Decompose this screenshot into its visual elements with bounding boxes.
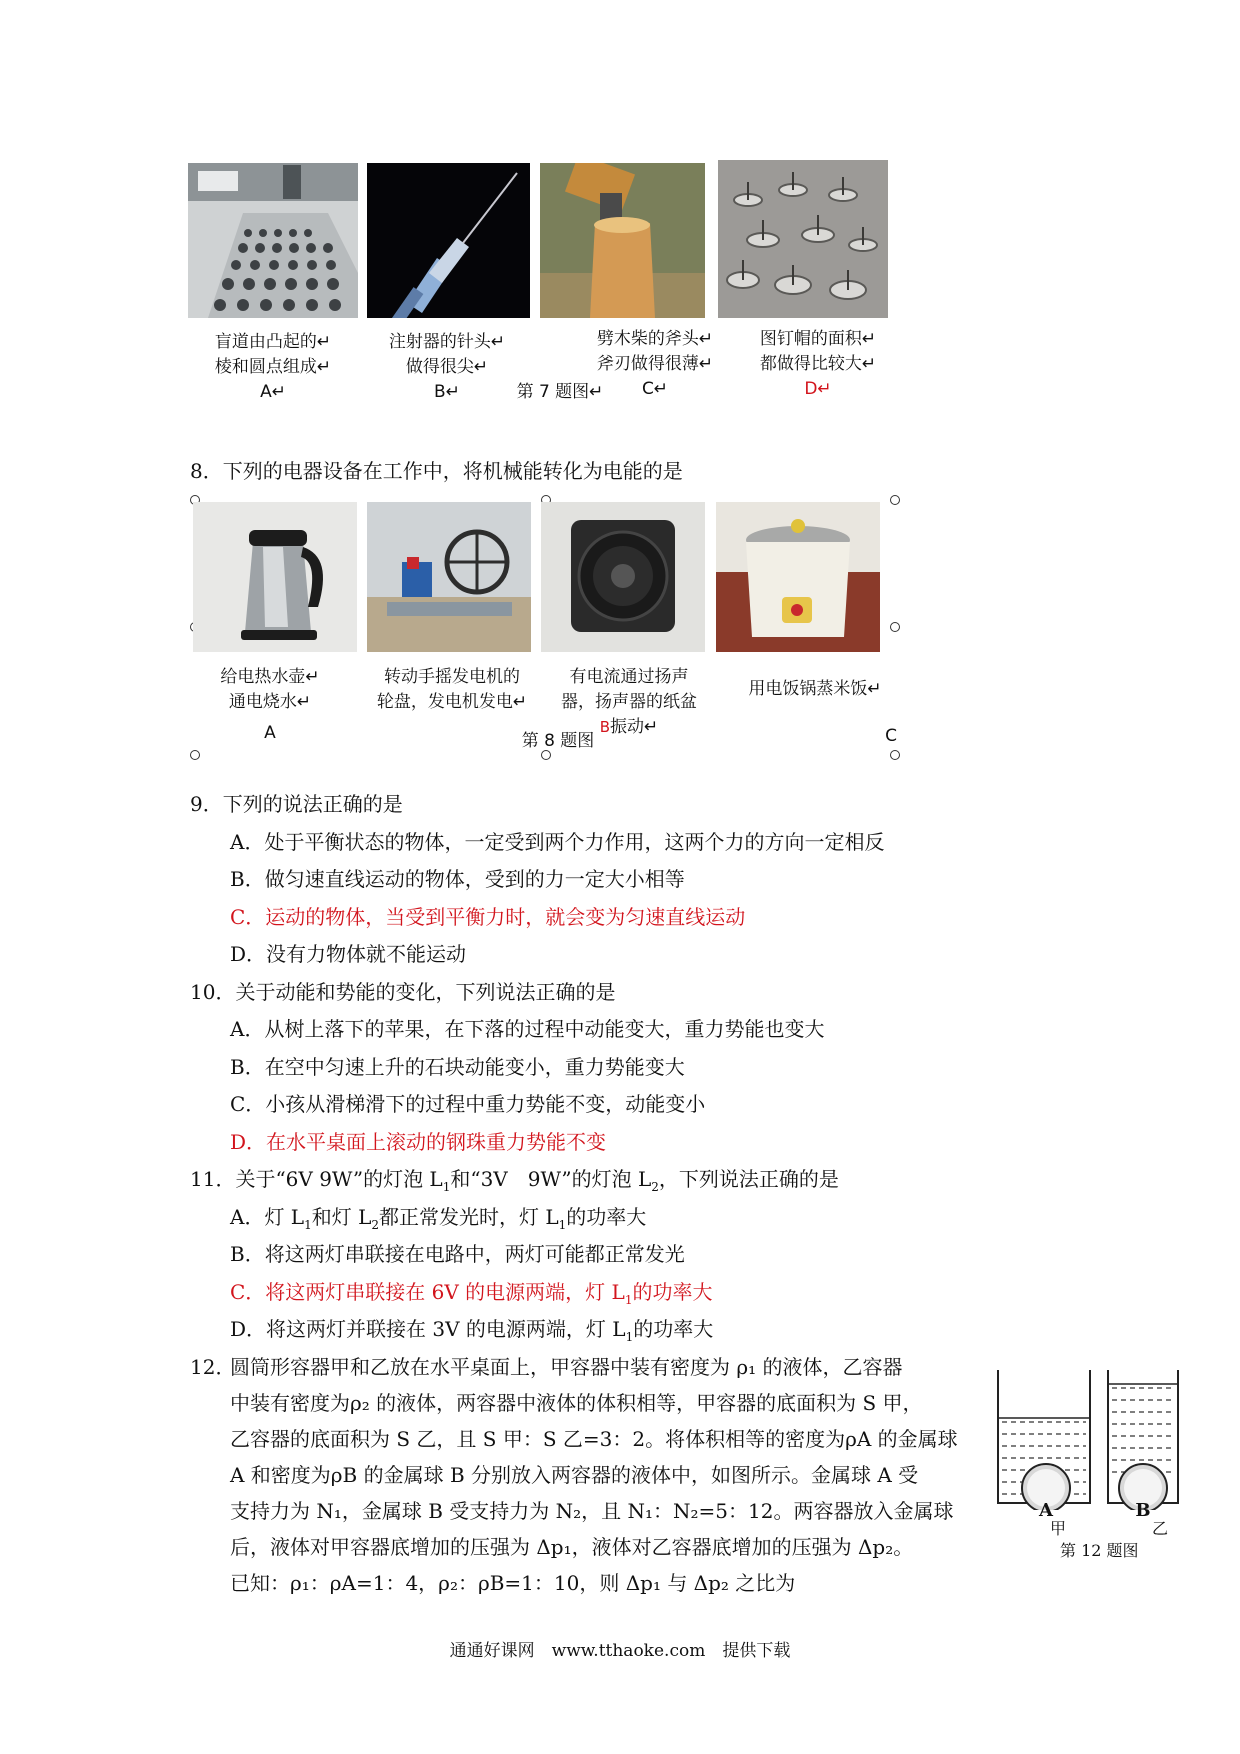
q7-caption-c: 劈木柴的斧头↵ 斧刃做得很薄↵ C↵	[596, 329, 714, 399]
q7-photo-c-axe	[540, 163, 705, 318]
q7-caption-b: 注射器的针头↵ 做得很尖↵ B↵	[388, 332, 506, 402]
q9-option-b: B．做匀速直线运动的物体，受到的力一定大小相等	[230, 867, 685, 891]
q8-photo-hand-generator	[367, 502, 531, 652]
resize-handle[interactable]	[890, 622, 900, 632]
q7-photo-b-syringe	[367, 163, 530, 318]
q11-option-a: A．灯 $L_1$和灯 $L_2$都正常发光时，灯 $L_1$的功率大	[230, 1205, 647, 1232]
q10-option-d-answer: D．在水平桌面上滚动的钢珠重力势能不变	[230, 1130, 607, 1154]
page-footer: 通通好课网 www.tthaoke.com 提供下载	[449, 1641, 791, 1661]
q9-option-a: A．处于平衡状态的物体，一定受到两个力作用，这两个力的方向一定相反	[230, 830, 885, 854]
q7-photo-d-thumbtacks	[718, 160, 888, 318]
q7-photo-a-tactile-paving	[188, 163, 358, 318]
q11-option-b: B．将这两灯串联接在电路中，两灯可能都正常发光	[230, 1242, 685, 1266]
q10-stem: 10．关于动能和势能的变化，下列说法正确的是	[190, 980, 616, 1004]
q8-caption-generator: 转动手摇发电机的 轮盘，发电机发电↵	[376, 667, 528, 712]
q12-figure	[990, 1360, 1200, 1580]
q8-caption-rice-cooker: 用电饭锅蒸米饭↵	[748, 679, 882, 699]
q11-option-c-answer: C．将这两灯串联接在 6V 的电源两端，灯 $L_1$的功率大	[230, 1280, 713, 1307]
q8-caption-a: 给电热水壶↵ 通电烧水↵ A	[220, 667, 320, 743]
q10-option-a: A．从树上落下的苹果，在下落的过程中动能变大，重力势能也变大	[230, 1017, 825, 1041]
q8-photo-speaker	[541, 502, 705, 652]
q8-figure-label: 第 8 题图	[521, 731, 595, 751]
q7-caption-a: 盲道由凸起的↵ 棱和圆点组成↵ A↵	[214, 332, 332, 402]
q9-stem: 9．下列的说法正确的是	[190, 792, 403, 816]
q12-containers-diagram	[990, 1360, 1200, 1510]
q12-ball-b-label: B	[1135, 1500, 1151, 1521]
q12-ball-a-label: A	[1039, 1500, 1053, 1521]
q10-option-b: B．在空中匀速上升的石块动能变小，重力势能变大	[230, 1055, 685, 1079]
q8-letter-c: C	[885, 726, 897, 746]
q11-option-d: D．将这两灯并联接在 3V 的电源两端，灯 $L_1$的功率大	[230, 1317, 714, 1344]
q12-label-yi: 乙	[1152, 1519, 1169, 1538]
resize-handle[interactable]	[190, 750, 200, 760]
resize-handle[interactable]	[890, 495, 900, 505]
q9-option-c-answer: C．运动的物体，当受到平衡力时，就会变为匀速直线运动	[230, 905, 746, 929]
resize-handle[interactable]	[890, 750, 900, 760]
q8-photo-kettle	[193, 502, 357, 652]
q8-photo-rice-cooker	[716, 502, 880, 652]
q9-option-d: D．没有力物体就不能运动	[230, 942, 467, 966]
q12-number: 12．	[190, 1355, 236, 1379]
q12-figure-caption: 第 12 题图	[1060, 1541, 1139, 1560]
q12-label-jia: 甲	[1050, 1519, 1067, 1538]
q10-option-c: C．小孩从滑梯滑下的过程中重力势能不变，动能变小	[230, 1092, 706, 1116]
q7-caption-d: 图钉帽的面积↵ 都做得比较大↵ D↵	[759, 329, 877, 399]
q12-body: 圆筒形容器甲和乙放在水平桌面上，甲容器中装有密度为 ρ₁ 的液体，乙容器 中装有密度为ρ₂ 的液体，两容器中液体的体积相等，甲容器的底面积为 S 甲， 乙容器的底面积为 S 乙，且 S 甲：S 乙=3：2。将体积相等的密度为ρA 的金属球 A 和密度为ρB 的金属球 B 分别放入两容器的液体中，如图所示。金属球 A 受 支持力为 N₁，金属球 B 受支持力为 N₂，且 N₁：N₂=5：12。两容器放入金属球 后，液体对甲容器底增加的压强为 Δp₁，液体对乙容器底增加的压强为 Δp₂。 已知：ρ₁：ρA=1：4，ρ₂：ρB=1：10，则 Δp₁ 与 Δp₂ 之比为	[230, 1355, 958, 1595]
q8-caption-speaker: 有电流通过扬声 器，扬声器的纸盆 B振动↵	[561, 667, 697, 737]
q8-stem: 8．下列的电器设备在工作中，将机械能转化为电能的是	[190, 459, 683, 483]
q11-stem: 11．关于“6V 9W”的灯泡 $L_1$和“3V 9W”的灯泡 $L_2$，下列说法正确的是	[190, 1167, 839, 1194]
q7-figure-label: 第 7 题图↵	[516, 382, 604, 402]
